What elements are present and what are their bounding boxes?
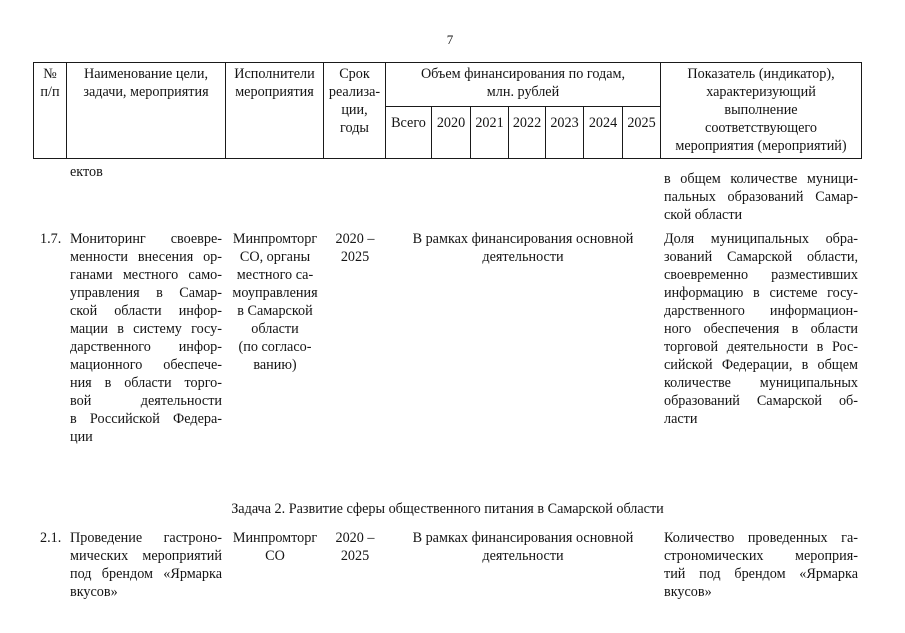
row-1-7-indicator-line: сийской Федерации, в общем <box>664 357 858 373</box>
header-financing <box>386 66 660 102</box>
header-indicator-line: соответствующего <box>705 120 817 136</box>
row-1-7-indicator-line: зований Самарской области, <box>664 249 858 265</box>
header-name-line: Наименование цели, <box>83 66 209 82</box>
header-num <box>34 66 66 102</box>
row-2-1-term-line: 2020 – <box>335 530 375 546</box>
header-executors <box>226 66 323 102</box>
header-name-line: задачи, мероприятия <box>83 84 209 100</box>
row-1-7-term <box>325 230 385 266</box>
continuation-name <box>70 163 222 181</box>
page-number: 7 <box>446 32 454 47</box>
row-2-1-indicator-line: Количество проведенных га- <box>664 530 858 546</box>
row-1-7-name-line: дарственного инфор- <box>70 339 222 355</box>
continuation-indicator-line: пальных образований Самар- <box>664 189 858 205</box>
row-2-1-indicator-line: строномических мероприя- <box>664 548 858 564</box>
header-year: 2024 <box>588 115 618 131</box>
row-2-1-financing <box>387 529 659 565</box>
row-1-7-executors-line: СО, органы <box>239 249 311 265</box>
table-header <box>33 62 862 159</box>
row-1-7-term-line: 2020 – <box>335 231 375 247</box>
row-2-1-term <box>325 529 385 565</box>
row-1-7-executors-line: (по согласо- <box>238 339 312 355</box>
row-2-1-indicator-line: вкусов» <box>664 584 712 600</box>
row-1-7-name-line: ской области инфор- <box>70 303 222 319</box>
row-2-1-executors-line: Минпромторг <box>232 530 318 546</box>
row-1-7-name-line: мационного обеспече- <box>70 357 222 373</box>
row-1-7-indicator-line: ласти <box>664 411 698 427</box>
row-1-7-name-line: Мониторинг своевре- <box>70 231 222 247</box>
header-indicator-line: выполнение <box>724 102 798 118</box>
continuation-indicator-line: ской области <box>664 207 743 223</box>
continuation-indicator <box>664 170 858 224</box>
row-1-7-indicator-line: дарственного информацион- <box>664 303 858 319</box>
row-1-7-indicator-line: количестве муниципальных <box>664 375 858 391</box>
row-1-7-executors-line: Минпромторг <box>232 231 318 247</box>
header-year: 2025 <box>627 115 656 131</box>
header-executors-line: мероприятия <box>235 84 314 100</box>
row-2-1-executors-line: СО <box>265 548 285 564</box>
header-border-top <box>33 62 862 63</box>
row-1-7-indicator-line: информацию в системе госу- <box>664 285 858 301</box>
header-term-line: ции, <box>341 102 368 118</box>
row-1-7-indicator-line: ного обеспечения в области <box>664 321 858 337</box>
row-1-7-name-line: ганами местного само- <box>70 267 222 283</box>
header-financing-line: Объем финансирования по годам, <box>420 66 626 82</box>
header-indicator <box>661 66 861 156</box>
row-1-7-executors-line: моуправления <box>232 285 318 301</box>
row-2-1-executors <box>225 529 325 565</box>
header-indicator-line: Показатель (индикатор), <box>687 66 835 82</box>
header-term <box>324 66 385 138</box>
row-1-7-executors-line: местного са- <box>236 267 314 283</box>
row-1-7-name-line: ции <box>70 429 93 445</box>
header-year-sep <box>431 106 432 159</box>
row-2-1-financing-line: В рамках финансирования основной <box>412 530 634 546</box>
row-1-7-indicator-line: торговой деятельности в Рос- <box>664 339 858 355</box>
header-num-line: п/п <box>40 84 60 100</box>
header-year-total: Всего <box>391 115 426 131</box>
header-indicator-line: мероприятия (мероприятий) <box>675 138 847 154</box>
header-year: 2021 <box>475 115 504 131</box>
row-2-1-name <box>70 529 222 601</box>
header-financing-divider <box>385 106 660 107</box>
row-1-7-executors-line: области <box>251 321 299 337</box>
row-2-1-indicator <box>664 529 858 601</box>
header-year-sep <box>622 106 623 159</box>
header-term-line: годы <box>340 120 369 136</box>
row-2-1-name-line: под брендом «Ярмарка <box>70 566 222 582</box>
row-1-7-name-line: менности внесения ор- <box>70 249 222 265</box>
row-1-7-financing-line: деятельности <box>482 249 564 265</box>
header-year: 2020 <box>436 115 466 131</box>
header-term-line: Срок <box>339 66 370 82</box>
row-1-7-executors <box>225 230 325 374</box>
continuation-name-line: ектов <box>70 164 103 180</box>
header-year-sep <box>583 106 584 159</box>
header-name <box>67 66 225 102</box>
row-1-7-executors-line: в Самарской <box>237 303 313 319</box>
continuation-indicator-line: в общем количестве муници- <box>664 171 858 187</box>
row-2-1-term-line: 2025 <box>340 548 370 564</box>
row-1-7-name-line: в Российской Федера- <box>70 411 222 427</box>
row-1-7-financing-line: В рамках финансирования основной <box>412 231 634 247</box>
row-2-1-name-line: Проведение гастроно- <box>70 530 222 546</box>
row-1-7-indicator-line: своевременно разместивших <box>664 267 858 283</box>
row-1-7-executors-line: ванию) <box>253 357 297 373</box>
row-1-7-indicator-line: Доля муниципальных обра- <box>664 231 858 247</box>
row-2-1-financing-line: деятельности <box>482 548 564 564</box>
row-1-7-name <box>70 230 222 446</box>
row-1-7-indicator-line: образований Самарской об- <box>664 393 858 409</box>
row-1-7-indicator <box>664 230 858 428</box>
row-2-1-name-line: вкусов» <box>70 584 118 600</box>
row-1-7-name-line: ния в области торго- <box>70 375 222 391</box>
row-1-7-name-line: управления в Самар- <box>70 285 222 301</box>
header-year: 2023 <box>550 115 579 131</box>
header-year-sep <box>545 106 546 159</box>
row-2-1-indicator-line: тий под брендом «Ярмарка <box>664 566 858 582</box>
header-term-line: реализа- <box>328 84 381 100</box>
row-1-7-num: 1.7. <box>40 231 62 247</box>
header-num-line: № <box>43 66 57 82</box>
row-1-7-name-line: мации в систему госу- <box>70 321 222 337</box>
row-1-7-financing <box>387 230 659 266</box>
header-indicator-line: характеризующий <box>706 84 816 100</box>
row-1-7-term-line: 2025 <box>340 249 370 265</box>
header-year-sep <box>470 106 471 159</box>
task-2-heading: Задача 2. Развитие сферы общественного питания в Самарской области <box>231 501 664 517</box>
header-border-bottom <box>33 158 862 159</box>
header-border-right <box>861 62 862 159</box>
header-year: 2022 <box>512 115 542 131</box>
header-year-sep <box>508 106 509 159</box>
header-executors-line: Исполнители <box>234 66 315 82</box>
row-2-1-name-line: мических мероприятий <box>70 548 222 564</box>
row-2-1-num: 2.1. <box>40 530 62 546</box>
row-1-7-name-line: вой деятельности <box>70 393 222 409</box>
header-financing-line: млн. рублей <box>486 84 560 100</box>
